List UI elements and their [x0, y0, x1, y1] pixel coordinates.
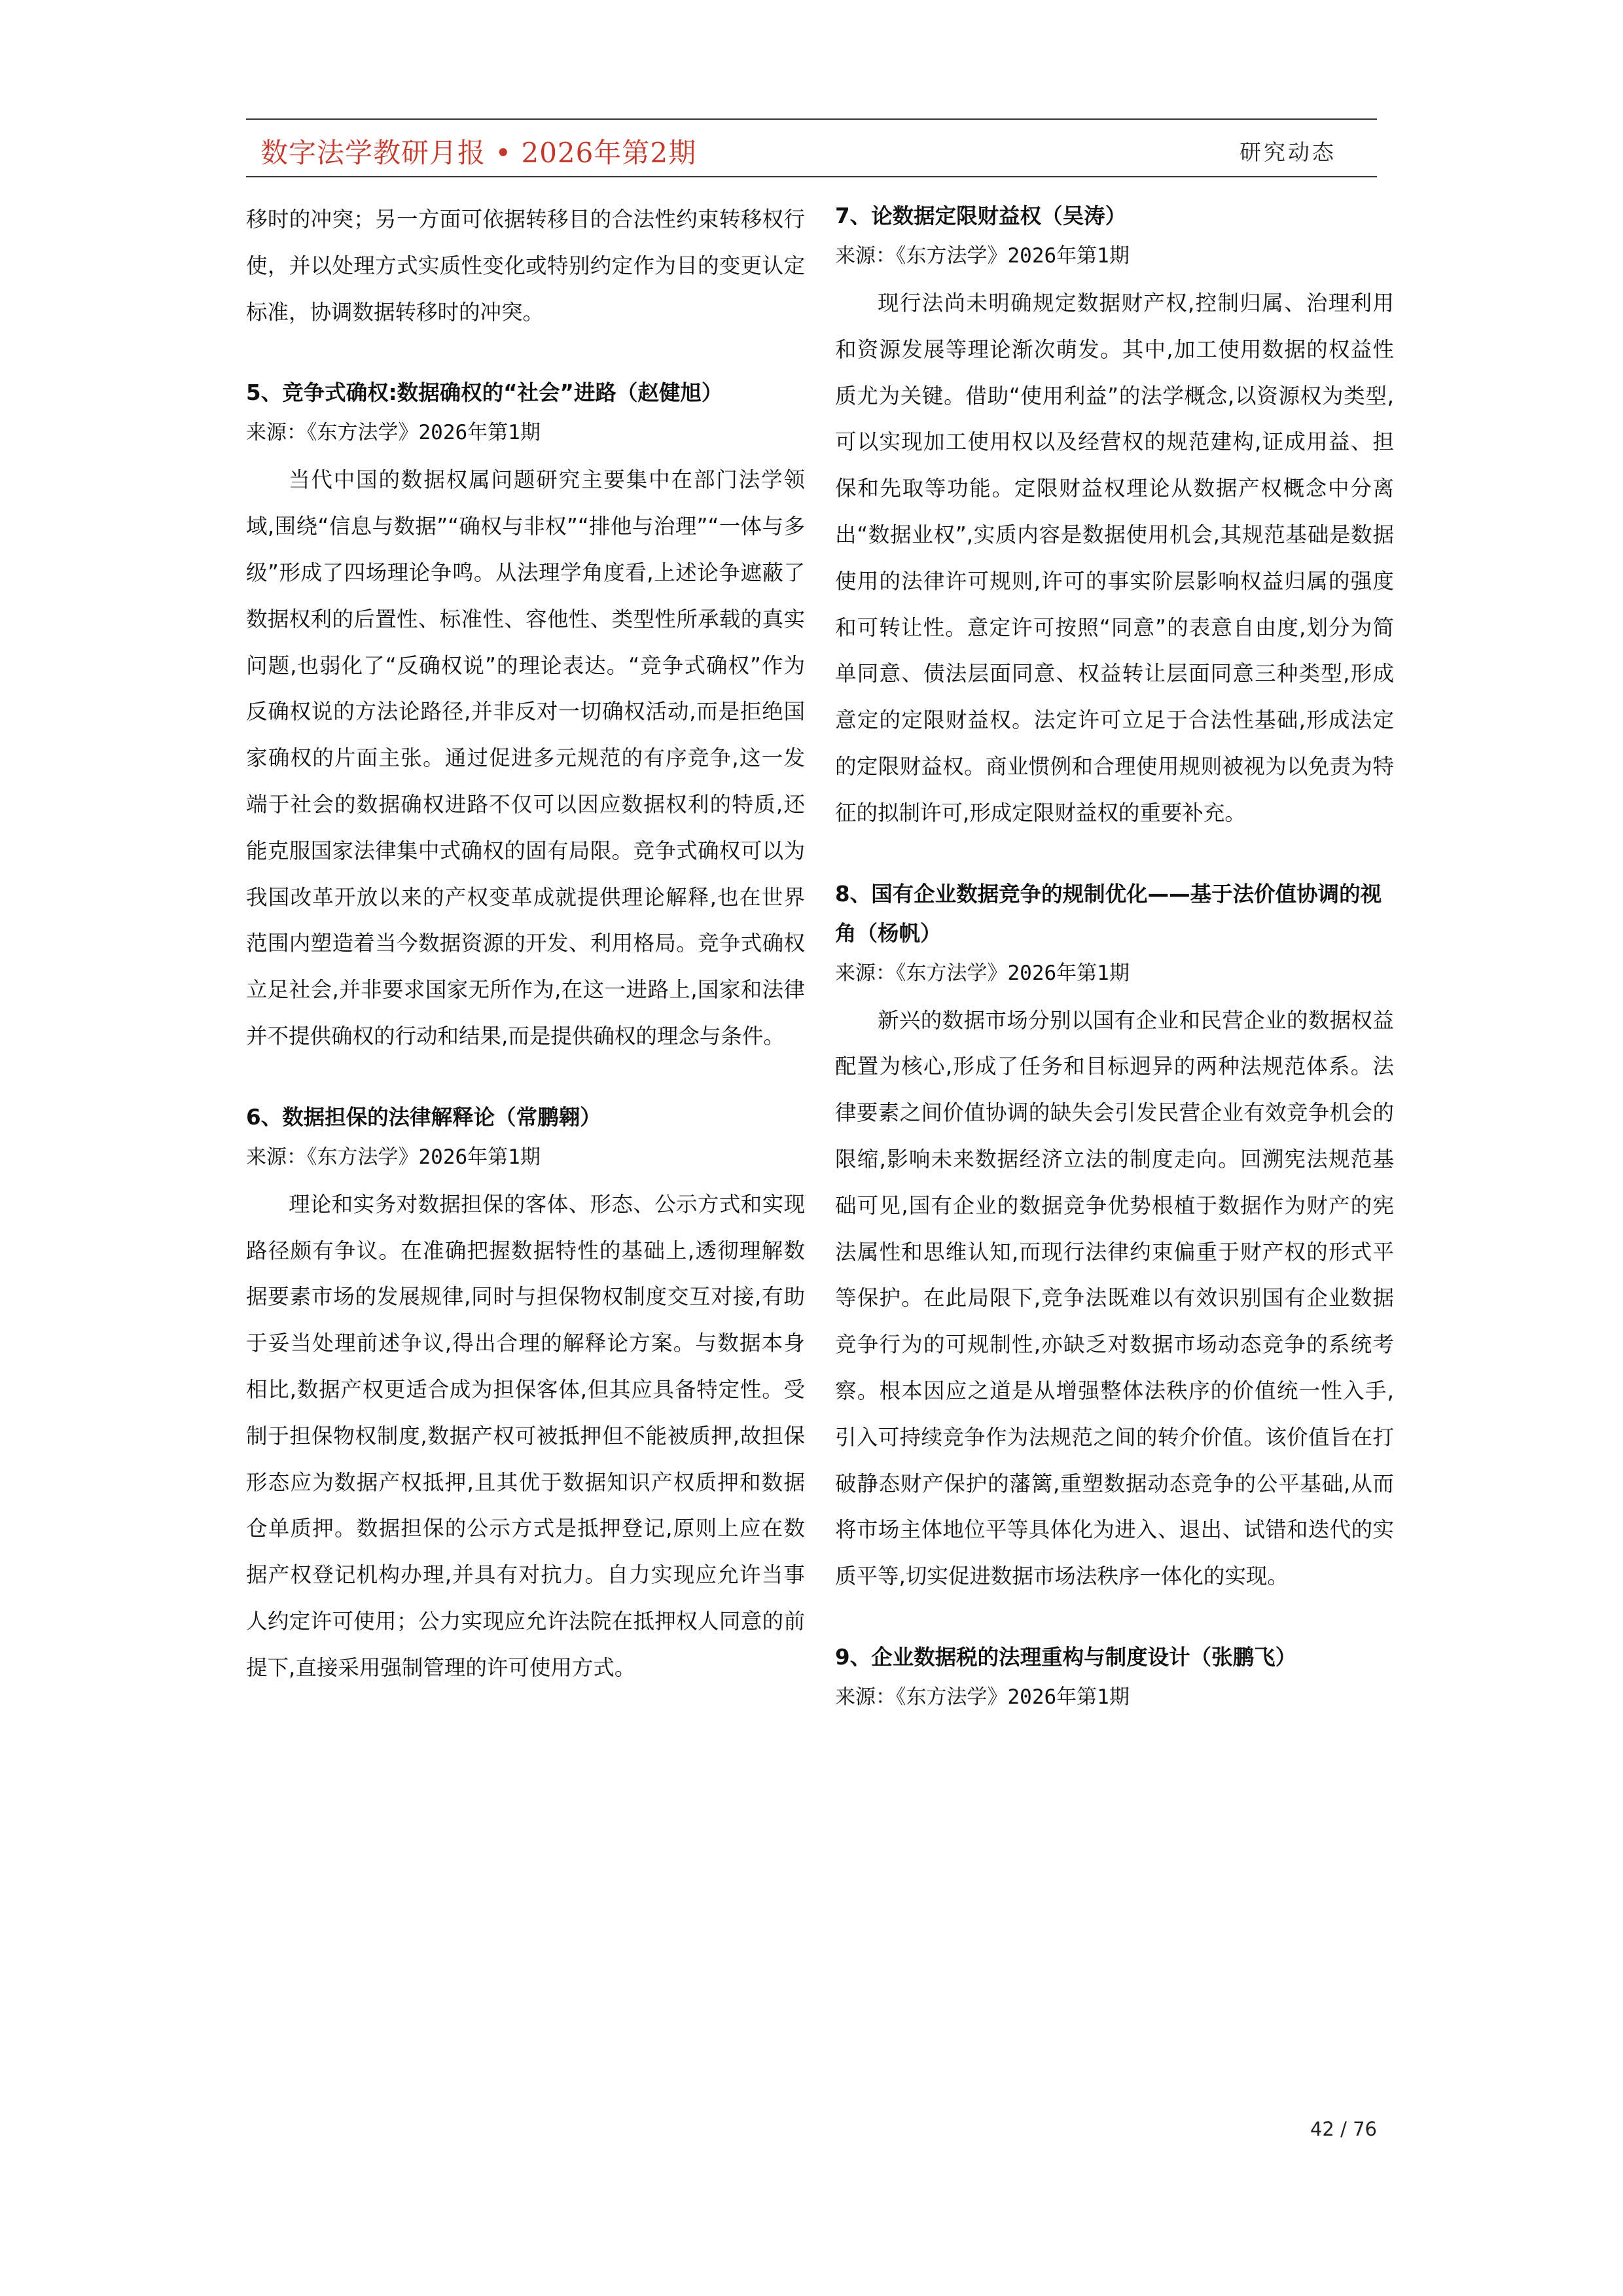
article-6-heading: 6、数据担保的法律解释论（常鹏翱）	[246, 1104, 601, 1130]
running-header	[246, 118, 1377, 177]
article-5-source: 来源：《东方法学》2026年第1期	[246, 421, 541, 445]
article-6-abstract: 理论和实务对数据担保的客体、形态、公示方式和实现路径颇有争议。在准确把握数据特性的基础上,透彻理解数据要素市场的发展规律,同时与担保物权制度交互对接,有助于妥当处理前述争议,得出合理的解释论方案。与数据本身相比,数据产权更适合成为担保客体,但其应具备特定性。受制于担保物权制度,数据产权可被抵押但不能被质押,故担保形态应为数据产权抵押,且其优于数据知识产权质押和数据仓单质押。数据担保的公示方式是抵押登记,原则上应在数据产权登记机构办理,并具有对抗力。自力实现应允许当事人约定许可使用；公力实现应允许法院在抵押权人同意的前提下,直接采用强制管理的许可使用方式。	[246, 1191, 805, 1680]
article-9-heading: 9、企业数据税的法理重构与制度设计（张鹏飞）	[835, 1644, 1297, 1670]
journal-title: 数字法学教研月报 • 2026年第2期	[260, 137, 697, 169]
article-8-source: 来源：《东方法学》2026年第1期	[835, 961, 1130, 985]
article-7-abstract: 现行法尚未明确规定数据财产权,控制归属、治理利用和资源发展等理论渐次萌发。其中,加工使用数据的权益性质尤为关键。借助“使用利益”的法学概念,以资源权为类型,可以实现加工使用权以及经营权的规范建构,证成用益、担保和先取等功能。定限财益权理论从数据产权概念中分离出“数据业权”,实质内容是数据使用机会,其规范基础是数据使用的法律许可规则,许可的事实阶层影响权益归属的强度和可转让性。意定许可按照“同意”的表意自由度,划分为简单同意、债法层面同意、权益转让层面同意三种类型,形成意定的定限财益权。法定许可立足于合法性基础,形成法定的定限财益权。商业惯例和合理使用规则被视为以免责为特征的拟制许可,形成定限财益权的重要补充。	[835, 291, 1394, 825]
article-8-heading: 8、国有企业数据竞争的规制优化——基于法价值协调的视角（杨帆）	[835, 881, 1382, 946]
article-7-heading: 7、论数据定限财益权（吴涛）	[835, 204, 1127, 228]
continuation-paragraph: 移时的冲突；另一方面可依据转移目的合法性约束转移权行使，并以处理方式实质性变化或特别约定作为目的变更认定标准，协调数据转移时的冲突。	[246, 207, 805, 325]
article-9-source: 来源：《东方法学》2026年第1期	[835, 1685, 1130, 1709]
page-number: 42 / 76	[1310, 2118, 1377, 2140]
right-column	[835, 196, 1394, 1717]
article-5-heading: 5、竞争式确权:数据确权的“社会”进路（赵健旭）	[246, 380, 723, 406]
article-6-source: 来源：《东方法学》2026年第1期	[246, 1145, 541, 1169]
article-8-abstract: 新兴的数据市场分别以国有企业和民营企业的数据权益配置为核心,形成了任务和目标迥异的两种法规范体系。法律要素之间价值协调的缺失会引发民营企业有效竞争机会的限缩,影响未来数据经济立法的制度走向。回溯宪法规范基础可见,国有企业的数据竞争优势根植于数据作为财产的宪法属性和思维认知,而现行法律约束偏重于财产权的形式平等保护。在此局限下,竞争法既难以有效识别国有企业数据竞争行为的可规制性,亦缺乏对数据市场动态竞争的系统考察。根本因应之道是从增强整体法秩序的价值统一性入手,引入可持续竞争作为法规范之间的转介价值。该价值旨在打破静态财产保护的藩篱,重塑数据动态竞争的公平基础,从而将市场主体地位平等具体化为进入、退出、试错和迭代的实质平等,切实促进数据市场法秩序一体化的实现。	[835, 1007, 1394, 1589]
article-7-source: 来源：《东方法学》2026年第1期	[835, 244, 1130, 268]
left-column	[246, 196, 805, 1691]
article-5-abstract: 当代中国的数据权属问题研究主要集中在部门法学领域,围绕“信息与数据”“确权与非权”“排他与治理”“一体与多级”形成了四场理论争鸣。从法理学角度看,上述论争遮蔽了数据权利的后置性、标准性、容他性、类型性所承载的真实问题,也弱化了“反确权说”的理论表达。“竞争式确权”作为反确权说的方法论路径,并非反对一切确权活动,而是拒绝国家确权的片面主张。通过促进多元规范的有序竞争,这一发端于社会的数据确权进路不仅可以因应数据权利的特质,还能克服国家法律集中式确权的固有局限。竞争式确权可以为我国改革开放以来的产权变革成就提供理论解释,也在世界范围内塑造着当今数据资源的开发、利用格局。竞争式确权立足社会,并非要求国家无所作为,在这一进路上,国家和法律并不提供确权的行动和结果,而是提供确权的理念与条件。	[246, 467, 805, 1049]
section-label: 研究动态	[1240, 139, 1336, 165]
